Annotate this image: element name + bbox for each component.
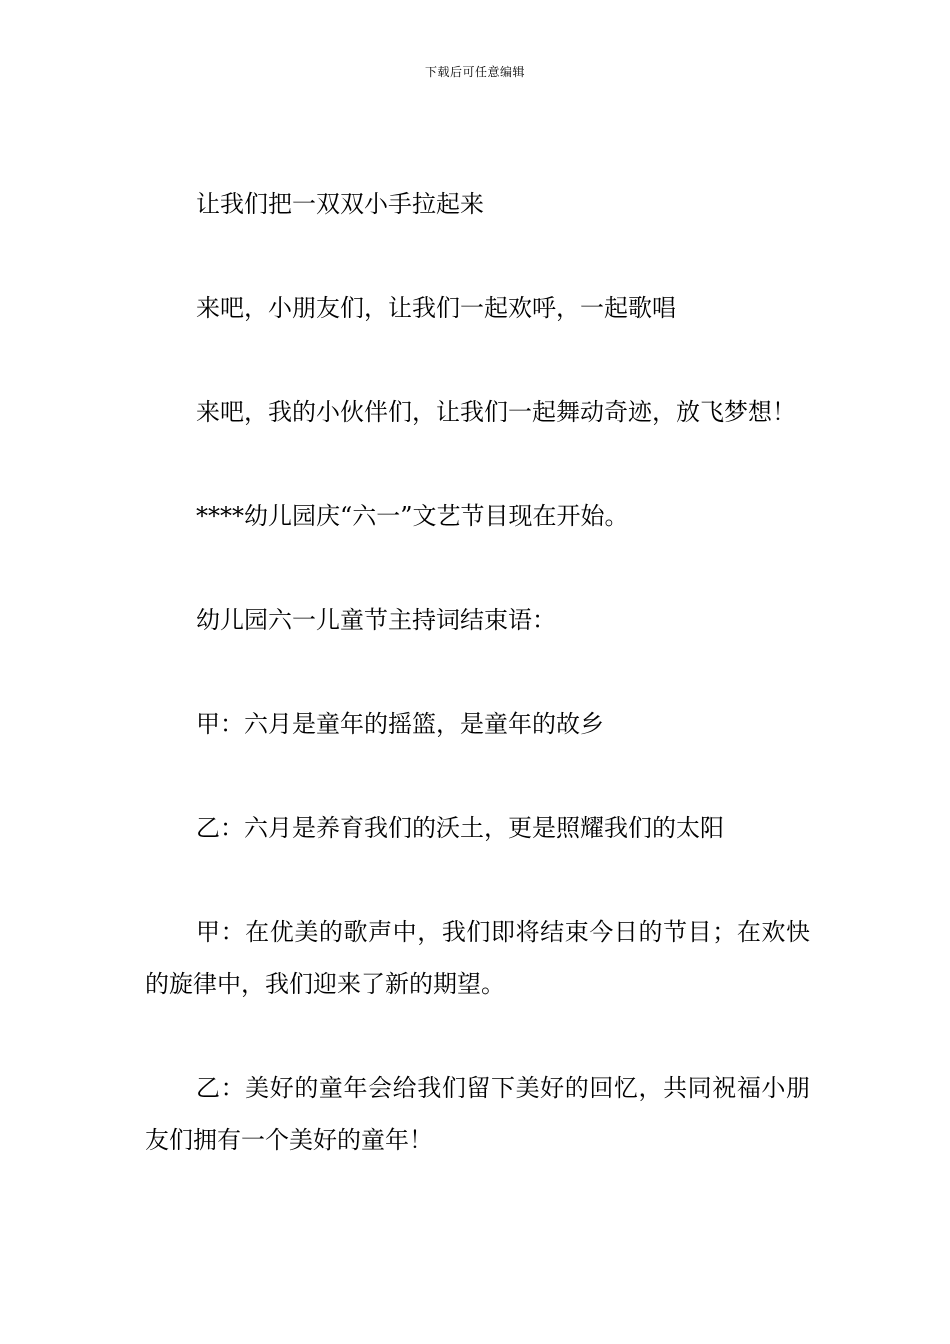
paragraph: 幼儿园六一儿童节主持词结束语： bbox=[196, 606, 556, 634]
document-body bbox=[145, 178, 810, 1218]
paragraph: 甲：六月是童年的摇篮，是童年的故乡 bbox=[196, 710, 604, 738]
page-header-note: 下载后可任意编辑 bbox=[424, 65, 525, 79]
paragraph: ****幼儿园庆“六一”文艺节目现在开始。 bbox=[196, 502, 629, 530]
paragraph: 让我们把一双双小手拉起来 bbox=[196, 190, 484, 218]
paragraph: 来吧，我的小伙伴们，让我们一起舞动奇迹，放飞梦想！ bbox=[196, 398, 796, 426]
paragraph: 乙：美好的童年会给我们留下美好的回忆，共同祝福小朋友们拥有一个美好的童年！ bbox=[145, 1074, 810, 1154]
paragraph: 来吧，小朋友们，让我们一起欢呼，一起歌唱 bbox=[196, 294, 676, 322]
paragraph: 乙：六月是养育我们的沃土，更是照耀我们的太阳 bbox=[196, 814, 724, 842]
paragraph: 甲：在优美的歌声中，我们即将结束今日的节目；在欢快的旋律中，我们迎来了新的期望。 bbox=[145, 918, 810, 998]
